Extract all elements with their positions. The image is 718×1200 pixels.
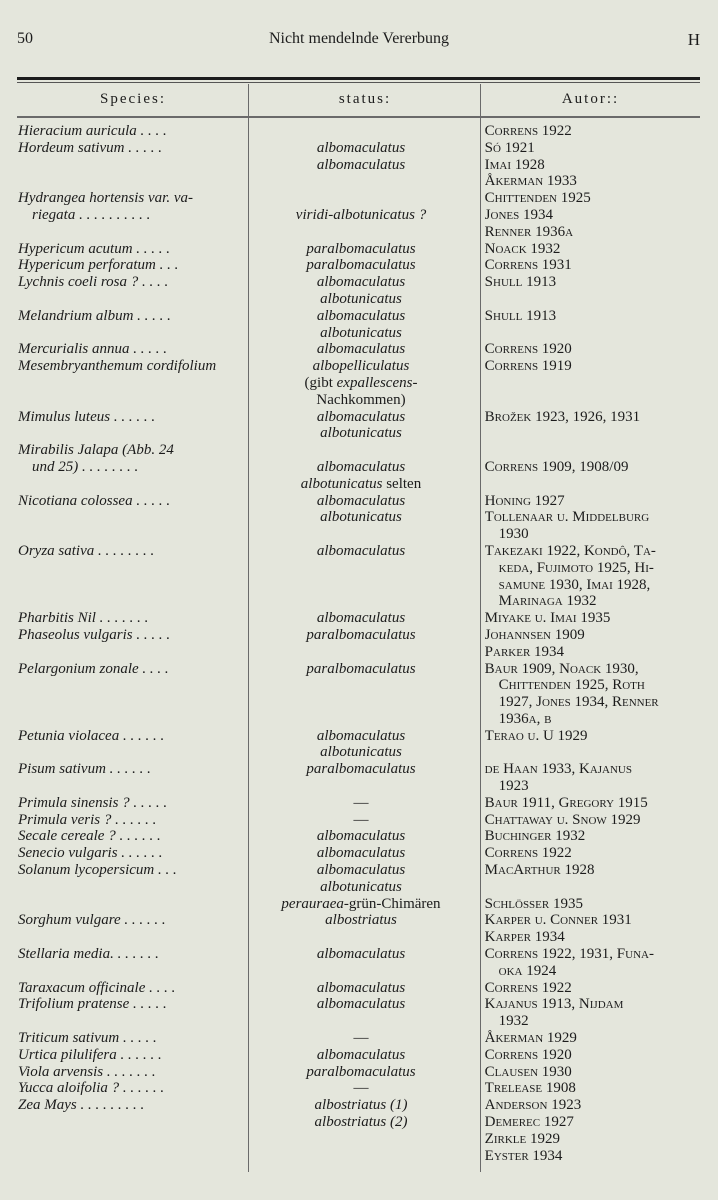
status-cell — [239, 190, 476, 240]
status-cell — [239, 543, 476, 610]
table-row — [17, 828, 700, 845]
author-citation: Chattaway u. Snow 1929 — [484, 811, 641, 828]
status-segment: Nachkommen) — [316, 391, 406, 408]
status-value: — — [353, 1030, 369, 1047]
species-cell — [17, 980, 239, 997]
author-cell — [477, 728, 700, 762]
species-cell — [17, 946, 239, 980]
species-cell — [17, 543, 239, 610]
table-row — [17, 1097, 700, 1164]
species-name: Pelargonium zonale . . . . — [18, 660, 169, 677]
species-cell — [17, 241, 239, 258]
status-value: albomaculatus — [316, 727, 406, 744]
status-value: paralbomaculatus — [306, 240, 416, 257]
author-citation: Jones 1934 — [484, 206, 553, 223]
table-row — [17, 980, 700, 997]
species-cell — [17, 661, 239, 728]
author-cell — [477, 308, 700, 342]
status-cell — [239, 627, 476, 661]
author-citation: Clausen 1930 — [484, 1063, 572, 1080]
running-header — [0, 30, 718, 52]
section-letter: H — [687, 30, 700, 49]
status-value: albomaculatus — [316, 458, 406, 475]
author-citation: Takezaki 1922, Kondô, Ta- — [484, 542, 656, 559]
status-value: albotunicatus — [320, 744, 402, 761]
status-value: paralbomaculatus — [306, 626, 416, 643]
status-value: albomaculatus — [316, 492, 406, 509]
author-citation: Schlösser 1935 — [484, 895, 583, 912]
author-citation: Åkerman 1933 — [484, 173, 577, 190]
author-cell — [477, 1080, 700, 1097]
table-row — [17, 1030, 700, 1047]
table-row — [17, 912, 700, 946]
author-citation: Honing 1927 — [484, 492, 565, 509]
species-cell — [17, 257, 239, 274]
species-cell — [17, 140, 239, 190]
status-value: albomaculatus — [316, 341, 406, 358]
status-cell — [239, 442, 476, 492]
table-row — [17, 845, 700, 862]
table-header — [17, 84, 700, 116]
author-cell — [477, 980, 700, 997]
author-citation: Shull 1913 — [484, 307, 557, 324]
author-citation: 1923 — [498, 778, 529, 795]
table-row — [17, 946, 700, 980]
table-row — [17, 241, 700, 258]
status-value: paralbomaculatus — [306, 660, 416, 677]
author-citation: 1932 — [498, 1013, 529, 1030]
author-cell — [477, 946, 700, 980]
species-cell — [17, 1030, 239, 1047]
author-cell — [477, 1064, 700, 1081]
species-name: Hydrangea hortensis var. va- — [18, 190, 193, 207]
status-value: paralbomaculatus — [306, 761, 416, 778]
status-cell — [239, 241, 476, 258]
species-name: Sorghum vulgare . . . . . . — [18, 912, 166, 929]
species-cell — [17, 1064, 239, 1081]
table-row — [17, 409, 700, 443]
author-citation: 1936a, b — [498, 710, 552, 727]
species-name: Pisum sativum . . . . . . — [18, 761, 151, 778]
table-row — [17, 358, 700, 408]
status-value: albostriatus — [325, 912, 397, 929]
author-citation: Imai 1928 — [484, 156, 545, 173]
author-citation: Marinaga 1932 — [498, 593, 597, 610]
author-cell — [477, 358, 700, 408]
status-value — [245, 476, 476, 493]
author-cell — [477, 761, 700, 795]
status-cell — [239, 358, 476, 408]
table-row — [17, 308, 700, 342]
species-name: Melandrium album . . . . . — [18, 307, 171, 324]
status-value: albomaculatus — [316, 307, 406, 324]
running-title: Nicht mendelnde Vererbung — [268, 30, 450, 47]
status-value: paralbomaculatus — [306, 257, 416, 274]
status-value: albomaculatus — [316, 862, 406, 879]
author-cell — [477, 828, 700, 845]
status-value — [245, 190, 476, 207]
species-name: Hypericum perforatum . . . — [18, 257, 179, 274]
status-value: albomaculatus — [316, 156, 406, 173]
author-citation: Anderson 1923 — [484, 1097, 582, 1114]
author-citation: Åkerman 1929 — [484, 1030, 577, 1047]
author-citation: Chittenden 1925, Roth — [498, 677, 645, 694]
author-citation: Johannsen 1909 — [484, 626, 585, 643]
author-cell — [477, 996, 700, 1030]
species-cell — [17, 912, 239, 946]
author-cell — [477, 1030, 700, 1047]
status-cell — [239, 610, 476, 627]
status-value: albomaculatus — [316, 408, 406, 425]
species-cell — [17, 190, 239, 240]
status-cell — [239, 661, 476, 728]
author-cell — [477, 1047, 700, 1064]
author-citation: Karper u. Conner 1931 — [484, 912, 632, 929]
author-citation: Brožek 1923, 1926, 1931 — [484, 408, 641, 425]
author-citation: Correns 1922 — [484, 845, 572, 862]
author-citation: Miyake u. Imai 1935 — [484, 610, 611, 627]
species-cell — [17, 409, 239, 443]
author-citation: MacArthur 1928 — [484, 862, 595, 879]
status-value: paralbomaculatus — [306, 1063, 416, 1080]
table-row — [17, 795, 700, 812]
author-cell — [477, 123, 700, 140]
status-cell — [239, 996, 476, 1030]
table-top-rule — [17, 77, 700, 80]
status-cell — [239, 308, 476, 342]
author-citation: Buchinger 1932 — [484, 828, 586, 845]
species-cell — [17, 828, 239, 845]
species-name: Primula sinensis ? . . . . . — [18, 794, 168, 811]
author-citation: Shull 1913 — [484, 274, 557, 291]
species-cell — [17, 308, 239, 342]
status-cell — [239, 123, 476, 140]
table-row — [17, 1080, 700, 1097]
author-citation: de Haan 1933, Kajanus — [484, 761, 632, 778]
header-rule — [17, 116, 700, 118]
status-value — [245, 375, 476, 392]
status-value: — — [353, 811, 369, 828]
species-name: Triticum sativum . . . . . — [18, 1030, 157, 1047]
species-name: Solanum lycopersicum . . . — [18, 862, 177, 879]
status-value: — — [353, 794, 369, 811]
author-cell — [477, 661, 700, 728]
status-value: albomaculatus — [316, 996, 406, 1013]
author-citation: Kajanus 1913, Nijdam — [484, 996, 624, 1013]
species-name: Secale cereale ? . . . . . . — [18, 828, 161, 845]
status-cell — [239, 341, 476, 358]
status-segment: -grün-Chimären — [343, 895, 441, 912]
table-row — [17, 812, 700, 829]
table-row — [17, 543, 700, 610]
species-name: Urtica pilulifera . . . . . . — [18, 1046, 162, 1063]
species-name: Phaseolus vulgaris . . . . . — [18, 626, 171, 643]
species-name: Stellaria media. . . . . . . — [18, 946, 159, 963]
author-citation: oka 1924 — [498, 962, 557, 979]
status-cell — [239, 409, 476, 443]
species-cell — [17, 1080, 239, 1097]
species-cell — [17, 274, 239, 308]
status-value — [245, 896, 476, 913]
species-cell — [17, 862, 239, 912]
table-row — [17, 257, 700, 274]
status-value: albostriatus (2) — [314, 1114, 408, 1131]
status-cell — [239, 795, 476, 812]
author-cell — [477, 274, 700, 308]
status-value: albomaculatus — [316, 1046, 406, 1063]
status-value: albotunicatus — [320, 878, 402, 895]
table-row — [17, 661, 700, 728]
author-cell — [477, 845, 700, 862]
status-cell — [239, 1064, 476, 1081]
species-name: Yucca aloifolia ? . . . . . . — [18, 1080, 165, 1097]
author-citation: keda, Fujimoto 1925, Hi- — [498, 559, 654, 576]
status-value: viridi-albotunicatus ? — [295, 206, 427, 223]
species-name: Mercurialis annua . . . . . — [18, 341, 168, 358]
status-value: — — [353, 1080, 369, 1097]
table-row — [17, 274, 700, 308]
status-cell — [239, 257, 476, 274]
species-cell — [17, 996, 239, 1030]
status-value: albomaculatus — [316, 828, 406, 845]
status-cell — [239, 862, 476, 912]
status-segment: perauraea — [281, 895, 344, 912]
page-number: 50 — [17, 30, 33, 47]
author-cell — [477, 543, 700, 610]
table-row — [17, 341, 700, 358]
species-cell — [17, 123, 239, 140]
author-cell — [477, 341, 700, 358]
species-name: Oryza sativa . . . . . . . . — [18, 542, 155, 559]
column-header-species: Species: — [100, 91, 166, 107]
status-cell — [239, 274, 476, 308]
author-cell — [477, 795, 700, 812]
status-value: albotunicatus — [320, 425, 402, 442]
status-value: albomaculatus — [316, 542, 406, 559]
species-name: und 25) . . . . . . . . — [32, 458, 139, 475]
species-cell — [17, 795, 239, 812]
species-cell — [17, 1047, 239, 1064]
author-citation: Trelease 1908 — [484, 1080, 576, 1097]
status-cell — [239, 1097, 476, 1164]
table-row — [17, 140, 700, 190]
species-name: Zea Mays . . . . . . . . . — [18, 1097, 145, 1114]
author-citation: samune 1930, Imai 1928, — [498, 576, 651, 593]
status-value: albomaculatus — [316, 979, 406, 996]
author-citation: 1927, Jones 1934, Renner — [498, 694, 659, 711]
author-citation — [485, 442, 700, 459]
species-name: Mimulus luteus . . . . . . — [18, 408, 156, 425]
table-row — [17, 996, 700, 1030]
species-cell — [17, 341, 239, 358]
table-row — [17, 610, 700, 627]
author-cell — [477, 493, 700, 543]
species-cell — [17, 610, 239, 627]
species-cell — [17, 358, 239, 408]
species-name: Hordeum sativum . . . . . — [18, 139, 163, 156]
status-cell — [239, 1047, 476, 1064]
table-row — [17, 493, 700, 543]
status-cell — [239, 946, 476, 980]
table-row — [17, 442, 700, 492]
table-row — [17, 1047, 700, 1064]
author-citation: Correns 1922, 1931, Funa- — [484, 946, 654, 963]
species-cell — [17, 493, 239, 543]
status-cell — [239, 761, 476, 795]
author-citation: Só 1921 — [484, 139, 535, 156]
author-citation: Eyster 1934 — [484, 1147, 563, 1164]
author-cell — [477, 1097, 700, 1164]
species-name: Mirabilis Jalapa (Abb. 24 — [18, 442, 174, 459]
status-cell — [239, 728, 476, 762]
table-row — [17, 627, 700, 661]
table-row — [17, 1064, 700, 1081]
status-cell — [239, 812, 476, 829]
author-citation: Demerec 1927 — [484, 1114, 574, 1131]
status-cell — [239, 1030, 476, 1047]
author-cell — [477, 442, 700, 492]
status-segment: albotunicatus — [300, 475, 383, 492]
author-cell — [477, 190, 700, 240]
species-table-body — [17, 123, 700, 1164]
status-cell — [239, 140, 476, 190]
author-citation: 1930 — [498, 526, 529, 543]
author-citation: Tollenaar u. Middelburg — [484, 509, 650, 526]
status-cell — [239, 493, 476, 543]
author-citation: Correns 1909, 1908/09 — [484, 458, 629, 475]
author-citation: Zirkle 1929 — [484, 1130, 560, 1147]
author-cell — [477, 610, 700, 627]
species-name: Mesembryanthemum cordifolium — [18, 358, 217, 375]
status-value: albomaculatus — [316, 845, 406, 862]
status-value: albotunicatus — [320, 324, 402, 341]
author-citation: Baur 1909, Noack 1930, — [484, 660, 639, 677]
status-value — [245, 442, 476, 459]
species-name: Lychnis coeli rosa ? . . . . — [18, 274, 169, 291]
author-citation: Baur 1911, Gregory 1915 — [484, 794, 648, 811]
author-cell — [477, 627, 700, 661]
author-citation: Correns 1920 — [484, 341, 572, 358]
species-cell — [17, 627, 239, 661]
author-citation: Correns 1931 — [484, 257, 572, 274]
author-cell — [477, 140, 700, 190]
status-segment: selten — [382, 475, 422, 492]
author-cell — [477, 241, 700, 258]
author-citation — [485, 879, 700, 896]
author-cell — [477, 812, 700, 829]
table-row — [17, 190, 700, 240]
column-header-status: status: — [338, 91, 392, 107]
status-cell — [239, 980, 476, 997]
status-cell — [239, 828, 476, 845]
status-cell — [239, 912, 476, 946]
species-name: Senecio vulgaris . . . . . . — [18, 845, 163, 862]
status-value: albotunicatus — [320, 290, 402, 307]
author-citation: Chittenden 1925 — [484, 190, 591, 207]
table-top-rule-thin — [17, 82, 700, 83]
species-name: Hieracium auricula . . . . — [18, 123, 167, 139]
species-name: riegata . . . . . . . . . . — [32, 206, 151, 223]
status-value: albomaculatus — [316, 139, 406, 156]
author-cell — [477, 862, 700, 912]
author-citation: Correns 1919 — [484, 358, 572, 375]
author-cell — [477, 257, 700, 274]
author-citation: Parker 1934 — [484, 643, 565, 660]
status-segment: expallescens- — [336, 374, 418, 391]
status-cell — [239, 1080, 476, 1097]
species-name: Taraxacum officinale . . . . — [18, 979, 176, 996]
species-cell — [17, 761, 239, 795]
status-value: albopelliculatus — [312, 358, 410, 375]
status-value: albostriatus (1) — [314, 1097, 408, 1114]
author-citation: Renner 1936a — [484, 223, 574, 240]
table-row — [17, 123, 700, 140]
species-cell — [17, 442, 239, 492]
author-citation: Terao u. U 1929 — [484, 727, 588, 744]
author-citation: Noack 1932 — [484, 240, 561, 257]
author-citation: Karper 1934 — [484, 929, 565, 946]
status-value: albomaculatus — [316, 946, 406, 963]
species-name: Nicotiana colossea . . . . . — [18, 492, 171, 509]
species-name: Primula veris ? . . . . . . — [18, 811, 157, 828]
status-value: albotunicatus — [320, 509, 402, 526]
status-segment: (gibt — [304, 374, 337, 391]
species-cell — [17, 1097, 239, 1164]
species-cell — [17, 812, 239, 829]
author-citation: Correns 1922 — [484, 979, 572, 996]
species-name: Hypericum acutum . . . . . — [18, 240, 171, 257]
species-name: Pharbitis Nil . . . . . . . — [18, 610, 149, 627]
table-row — [17, 728, 700, 762]
species-name: Petunia violacea . . . . . . — [18, 727, 165, 744]
species-cell — [17, 728, 239, 762]
table-row — [17, 761, 700, 795]
species-name: Trifolium pratense . . . . . — [18, 996, 167, 1013]
author-cell — [477, 409, 700, 443]
table-row — [17, 862, 700, 912]
column-header-author: Autor:: — [561, 91, 620, 107]
author-citation: Correns 1920 — [484, 1046, 572, 1063]
species-cell — [17, 845, 239, 862]
status-value — [245, 392, 476, 409]
author-cell — [477, 912, 700, 946]
species-name: Viola arvensis . . . . . . . — [18, 1063, 156, 1080]
status-value: albomaculatus — [316, 610, 406, 627]
status-value: albomaculatus — [316, 274, 406, 291]
status-cell — [239, 845, 476, 862]
author-citation: Correns 1922 — [484, 123, 572, 139]
